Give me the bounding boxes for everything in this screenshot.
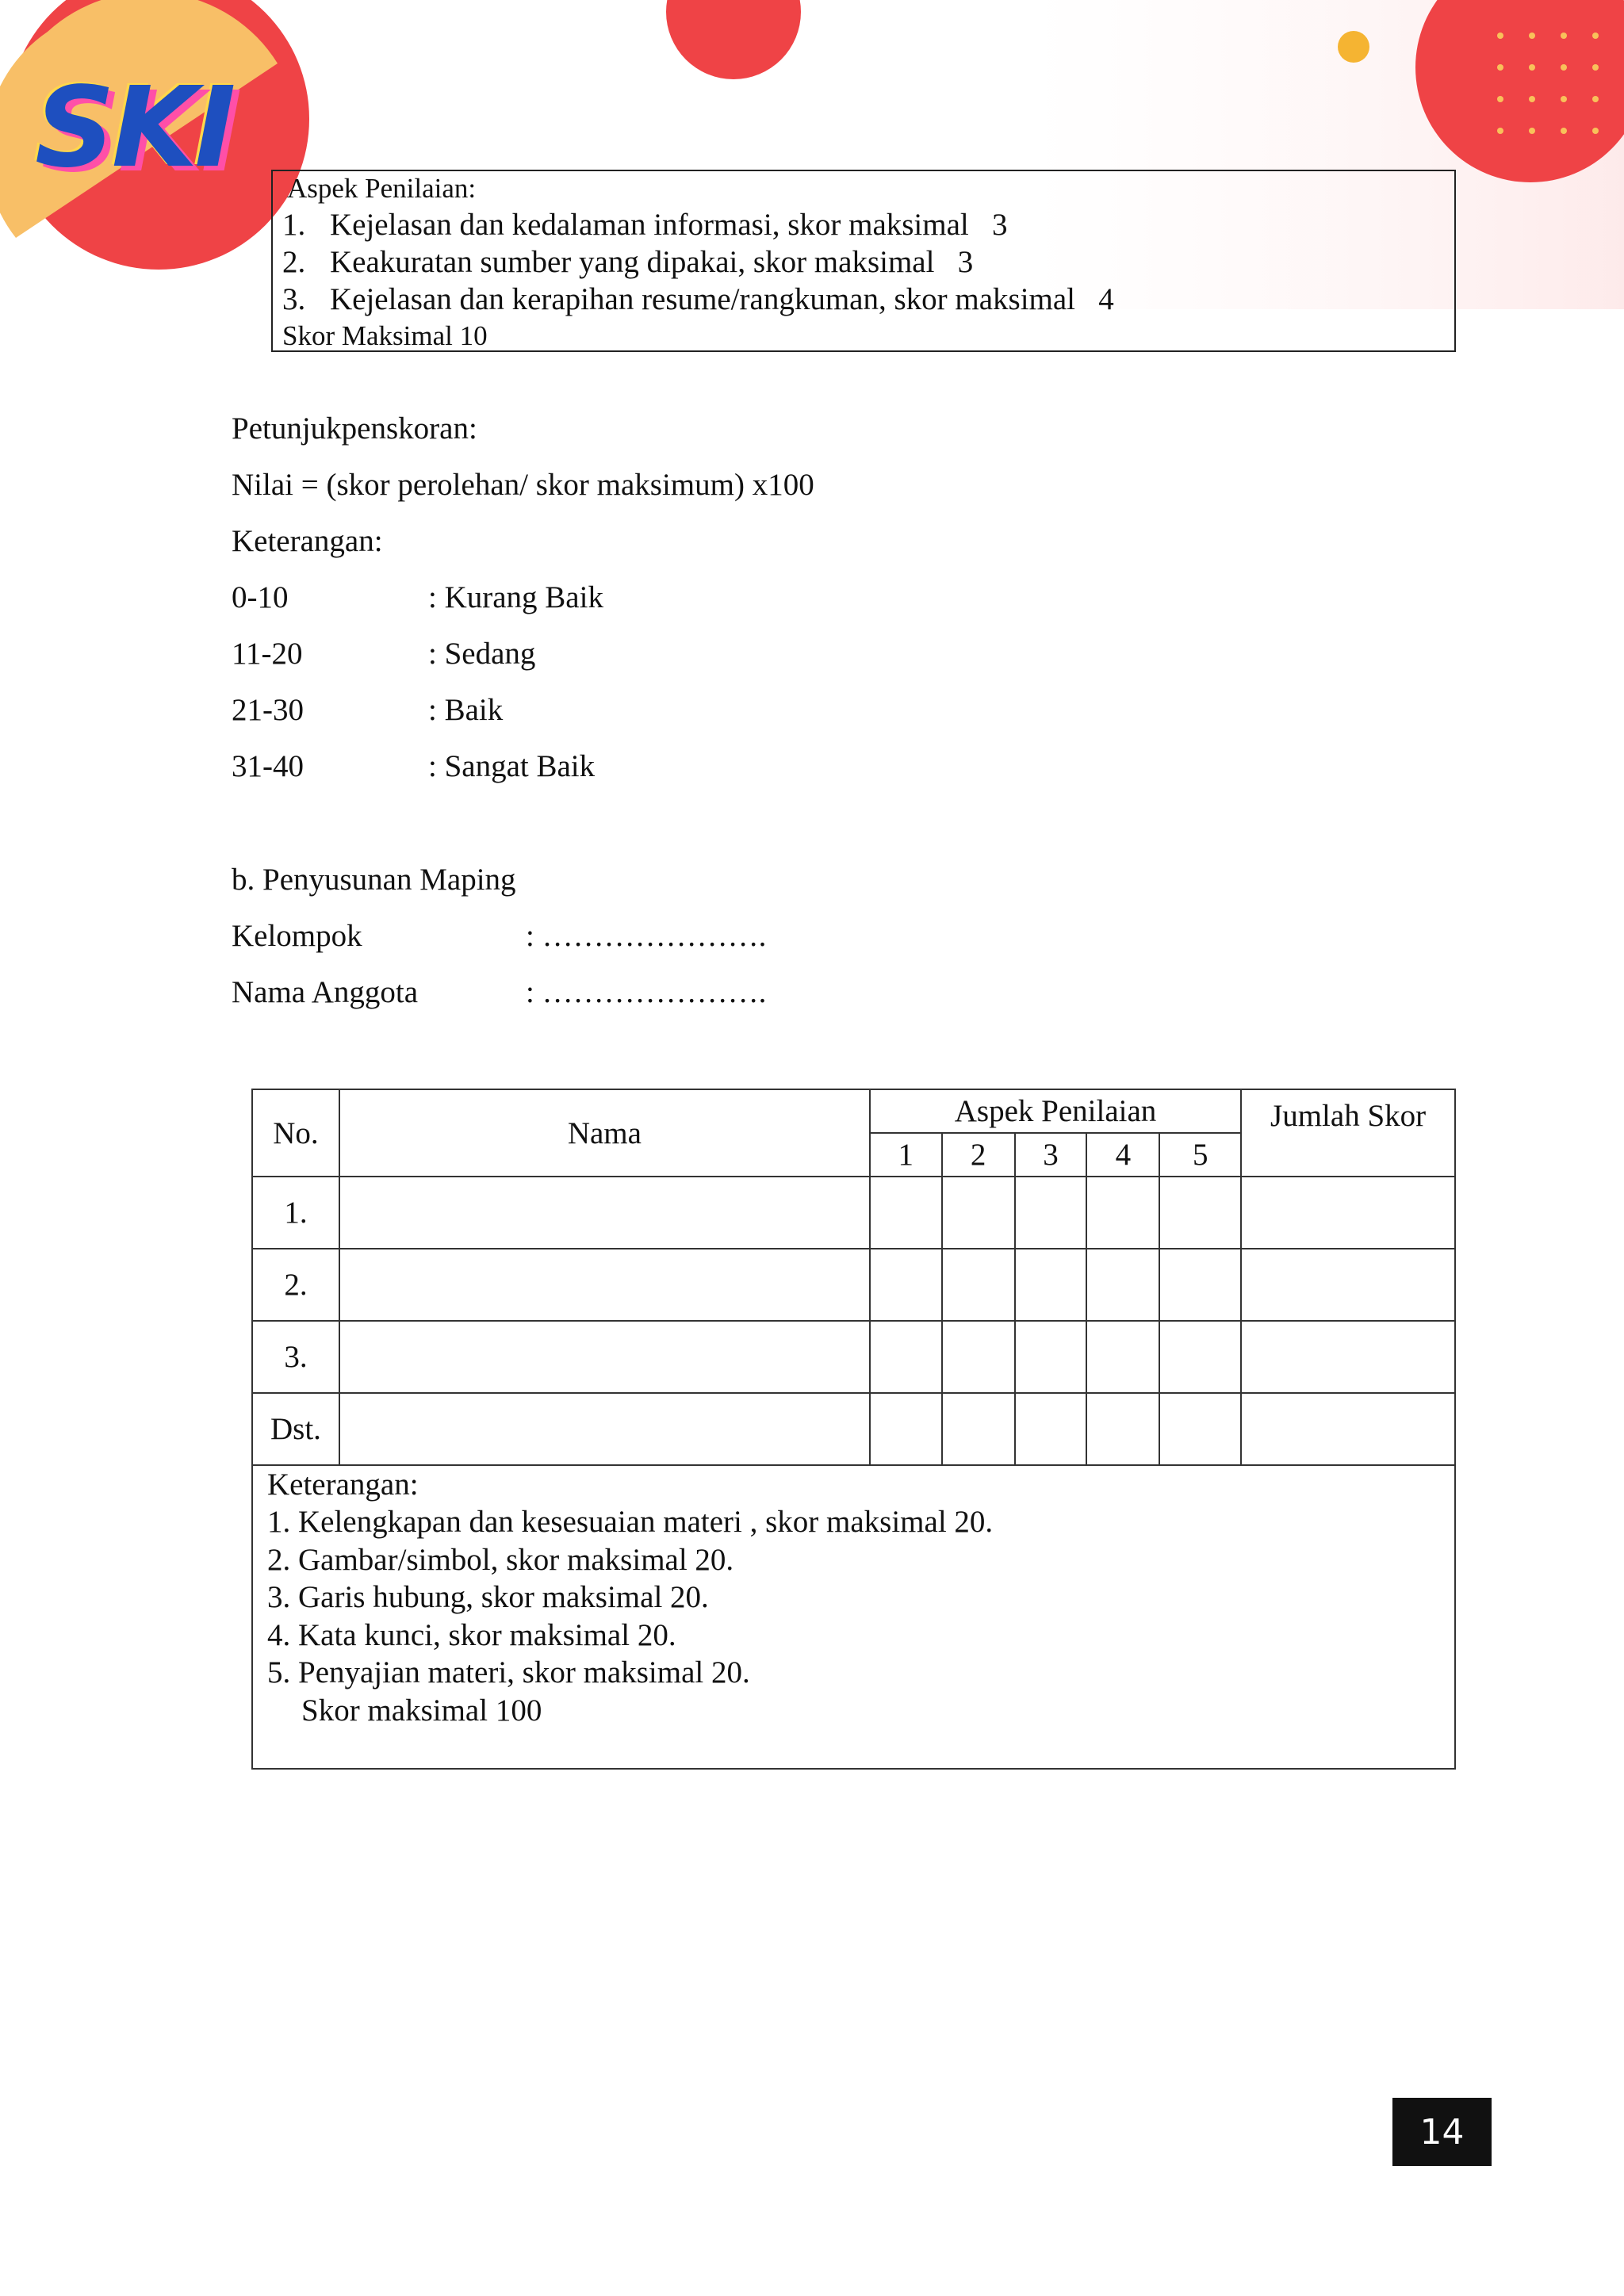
red-circle-top — [666, 0, 801, 79]
aspect-number: 2 — [942, 1133, 1015, 1177]
table-row — [252, 1249, 1455, 1321]
score-cell[interactable] — [942, 1321, 1015, 1393]
score-cell[interactable] — [1086, 1321, 1159, 1393]
notes-item: 5. Penyajian materi, skor maksimal 20. — [267, 1655, 750, 1689]
assessment-title: Aspek Penilaian: — [287, 173, 477, 204]
page-number: 14 — [1392, 2098, 1492, 2166]
score-cell[interactable] — [1086, 1177, 1159, 1249]
notes-item: 3. Garis hubung, skor maksimal 20. — [267, 1580, 709, 1614]
score-cell[interactable] — [1159, 1177, 1241, 1249]
yellow-dot — [1338, 31, 1369, 63]
notes-list — [267, 1503, 993, 1729]
score-cell[interactable] — [1015, 1177, 1087, 1249]
aspect-number: 1 — [870, 1133, 942, 1177]
table-notes — [251, 1466, 1456, 1770]
range-value: 31-40 — [232, 749, 304, 783]
notes-item: 1. Kelengkapan dan kesesuaian materi , skor maksimal 20. — [267, 1505, 994, 1539]
header-aspek-penilaian: Aspek Penilaian — [870, 1089, 1241, 1133]
scoring-formula: Nilai = (skor perolehan/ skor maksimum) x100 — [232, 468, 814, 502]
assessment-item: 2. Keakuratan sumber yang dipakai, skor maksimal 3 — [282, 245, 974, 279]
name-cell[interactable] — [339, 1249, 870, 1321]
total-cell[interactable] — [1241, 1249, 1455, 1321]
range-label: : Sedang — [428, 637, 536, 671]
range-label: : Baik — [428, 693, 504, 727]
range-label: : Kurang Baik — [428, 580, 603, 614]
score-cell[interactable] — [870, 1321, 942, 1393]
total-cell[interactable] — [1241, 1321, 1455, 1393]
field-label-nama-anggota: Nama Anggota — [232, 975, 419, 1009]
score-cell[interactable] — [1015, 1393, 1087, 1465]
assessment-item: 3. Kejelasan dan kerapihan resume/rangkuman, skor maksimal 4 — [282, 282, 1114, 316]
range-value: 0-10 — [232, 580, 289, 614]
name-cell[interactable] — [339, 1177, 870, 1249]
notes-item: 2. Gambar/simbol, skor maksimal 20. — [267, 1542, 734, 1577]
score-cell[interactable] — [1159, 1249, 1241, 1321]
scoring-legend-title: Keterangan: — [232, 524, 383, 558]
score-cell[interactable] — [1159, 1321, 1241, 1393]
range-value: 11-20 — [232, 637, 303, 671]
total-cell[interactable] — [1241, 1393, 1455, 1465]
aspect-number: 4 — [1086, 1133, 1159, 1177]
aspect-number: 5 — [1159, 1133, 1241, 1177]
header-no: No. — [252, 1089, 339, 1177]
score-cell[interactable] — [870, 1177, 942, 1249]
table-row — [252, 1177, 1455, 1249]
score-cell[interactable] — [1086, 1393, 1159, 1465]
section-b-title: b. Penyusunan Maping — [232, 863, 516, 897]
notes-item: 4. Kata kunci, skor maksimal 20. — [267, 1617, 676, 1652]
scoring-heading: Petunjukpenskoran: — [232, 411, 477, 446]
score-cell[interactable] — [1015, 1249, 1087, 1321]
score-cell[interactable] — [1086, 1249, 1159, 1321]
assessment-box — [271, 170, 1456, 352]
score-cell[interactable] — [942, 1393, 1015, 1465]
table-row — [252, 1393, 1455, 1465]
score-cell[interactable] — [870, 1249, 942, 1321]
score-cell[interactable] — [1015, 1321, 1087, 1393]
range-label: : Sangat Baik — [428, 749, 596, 783]
notes-total: Skor maksimal 100 — [301, 1693, 542, 1728]
header-jumlah-skor: Jumlah Skor — [1241, 1089, 1455, 1177]
name-cell[interactable] — [339, 1321, 870, 1393]
field-value-kelompok: : …………………. — [526, 919, 767, 953]
row-number: 1. — [252, 1177, 339, 1249]
field-label-kelompok: Kelompok — [232, 919, 362, 953]
row-number: Dst. — [252, 1393, 339, 1465]
range-value: 21-30 — [232, 693, 304, 727]
total-cell[interactable] — [1241, 1177, 1455, 1249]
name-cell[interactable] — [339, 1393, 870, 1465]
score-cell[interactable] — [942, 1249, 1015, 1321]
header-nama: Nama — [339, 1089, 870, 1177]
field-value-nama-anggota: : …………………. — [526, 975, 767, 1009]
score-cell[interactable] — [1159, 1393, 1241, 1465]
table-row — [252, 1321, 1455, 1393]
score-table — [251, 1089, 1456, 1466]
assessment-item: 1. Kejelasan dan kedalaman informasi, skor maksimal 3 — [282, 208, 1008, 242]
logo: SKI — [35, 63, 233, 193]
notes-title: Keterangan: — [267, 1468, 419, 1502]
aspect-number: 3 — [1015, 1133, 1087, 1177]
row-number: 2. — [252, 1249, 339, 1321]
score-cell[interactable] — [870, 1393, 942, 1465]
assessment-footer: Skor Maksimal 10 — [282, 320, 488, 351]
row-number: 3. — [252, 1321, 339, 1393]
score-cell[interactable] — [942, 1177, 1015, 1249]
